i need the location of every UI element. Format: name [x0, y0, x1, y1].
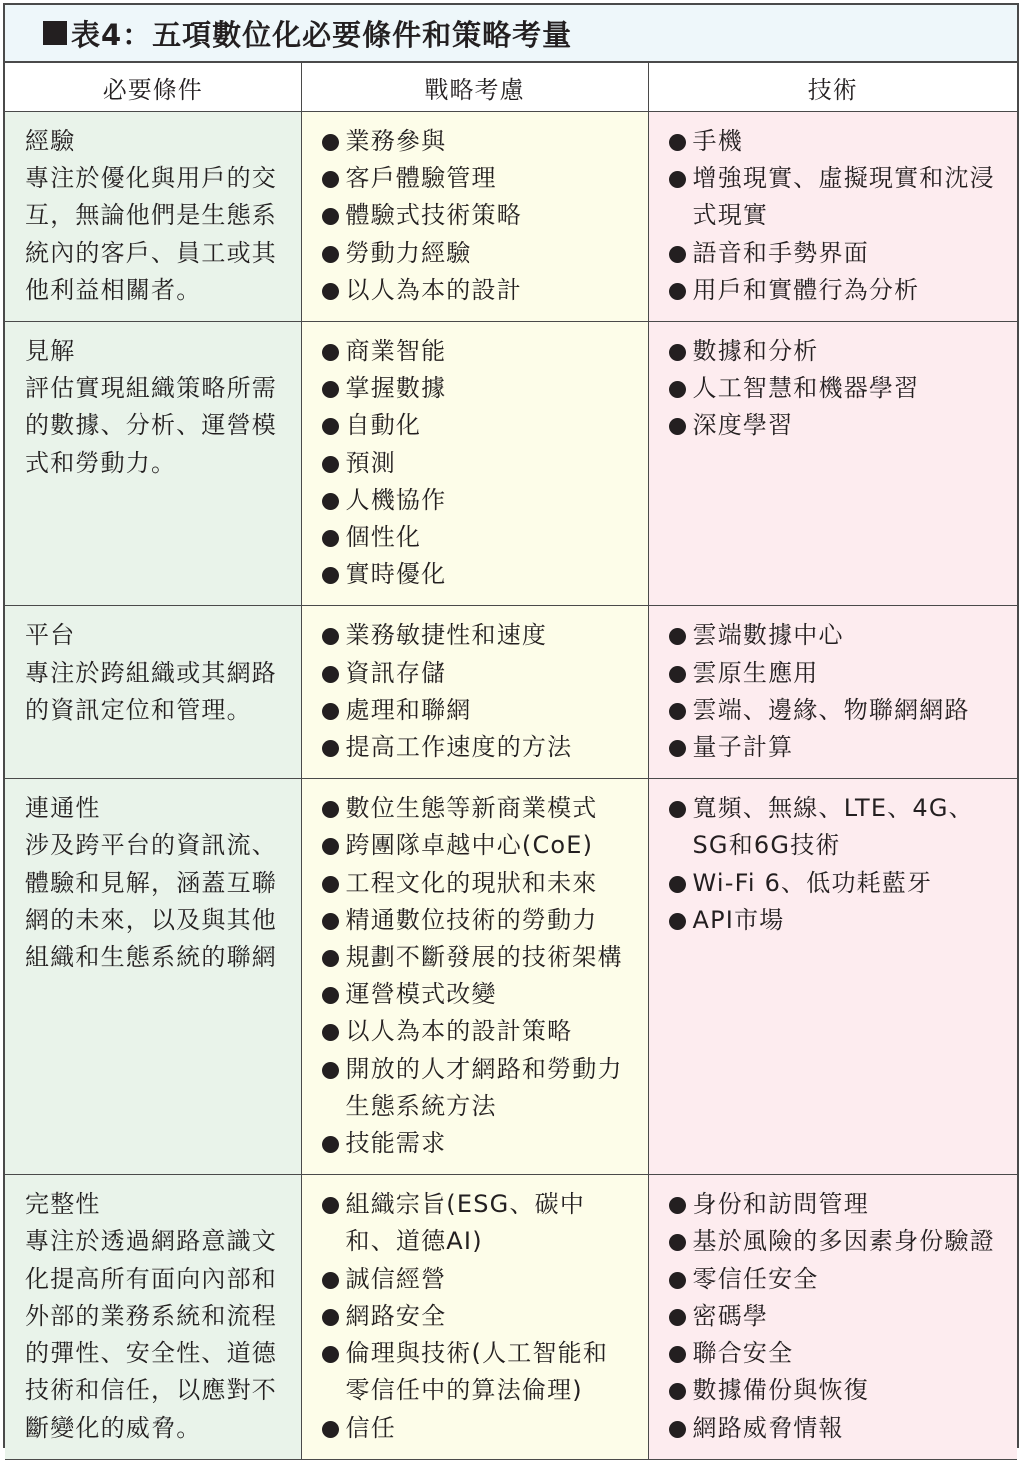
requirement-title: 平台: [25, 621, 76, 650]
list-item: 手機: [669, 123, 1000, 160]
strategy-cell: [301, 1175, 648, 1459]
list-item: 組織宗旨(ESG、碳中和、道德AI): [322, 1186, 630, 1260]
strategy-list: [322, 333, 630, 593]
table-row: [5, 112, 1017, 322]
list-item: 誠信經營: [322, 1261, 630, 1298]
table-title: [5, 5, 1017, 63]
list-item: 資訊存儲: [322, 655, 630, 692]
requirement-description: 涉及跨平台的資訊流、體驗和見解，涵蓋互聯網的未來，以及與其他組織和生態系統的聯網: [25, 831, 277, 972]
list-item: 寬頻、無線、LTE、4G、SG和6G技術: [669, 790, 1000, 864]
list-item: 數據和分析: [669, 333, 1000, 370]
requirement-cell: [5, 112, 301, 322]
list-item: 商業智能: [322, 333, 630, 370]
list-item: 技能需求: [322, 1125, 630, 1162]
requirement-cell: [5, 606, 301, 779]
list-item: 以人為本的設計策略: [322, 1013, 630, 1050]
list-item: 預測: [322, 445, 630, 482]
list-item: 提高工作速度的方法: [322, 729, 630, 766]
strategy-list: [322, 617, 630, 766]
requirement-title: 完整性: [25, 1190, 101, 1219]
list-item: 網路安全: [322, 1298, 630, 1335]
list-item: 掌握數據: [322, 370, 630, 407]
list-item: 個性化: [322, 519, 630, 556]
header-strategy: 戰略考慮: [301, 63, 648, 112]
strategy-list: [322, 123, 630, 309]
table-frame: [3, 3, 1019, 1448]
header-row: [5, 63, 1017, 112]
list-item: 自動化: [322, 407, 630, 444]
list-item: 聯合安全: [669, 1335, 1000, 1372]
table-row: [5, 322, 1017, 606]
list-item: 雲原生應用: [669, 655, 1000, 692]
list-item: 語音和手勢界面: [669, 235, 1000, 272]
requirement-title: 經驗: [25, 127, 76, 155]
requirement-title: 連通性: [25, 794, 101, 823]
requirement-cell: [5, 779, 301, 1175]
strategy-cell: [301, 112, 648, 322]
list-item: 以人為本的設計: [322, 272, 630, 309]
list-item: 數位生態等新商業模式: [322, 790, 630, 827]
list-item: 實時優化: [322, 556, 630, 593]
technology-cell: [648, 606, 1017, 779]
requirement-description: 專注於優化與用戶的交互，無論他們是生態系統內的客戶、員工或其他利益相關者。: [25, 164, 277, 304]
strategy-cell: [301, 606, 648, 779]
list-item: 規劃不斷發展的技術架構: [322, 939, 630, 976]
list-item: 信任: [322, 1410, 630, 1447]
list-item: 身份和訪問管理: [669, 1186, 1000, 1223]
list-item: Wi-Fi 6、低功耗藍牙: [669, 865, 1000, 902]
table-title-text: 表4：五項數位化必要條件和策略考量: [71, 17, 573, 52]
strategy-list: [322, 790, 630, 1162]
header-technology: 技術: [648, 63, 1017, 112]
list-item: 用戶和實體行為分析: [669, 272, 1000, 309]
list-item: 增強現實、虛擬現實和沈浸式現實: [669, 160, 1000, 234]
technology-list: [669, 333, 1000, 445]
list-item: 體驗式技術策略: [322, 197, 630, 234]
list-item: 勞動力經驗: [322, 235, 630, 272]
table-row: [5, 779, 1017, 1175]
table-row: [5, 1175, 1017, 1459]
list-item: 倫理與技術(人工智能和零信任中的算法倫理): [322, 1335, 630, 1409]
list-item: 數據備份與恢復: [669, 1372, 1000, 1409]
list-item: 業務敏捷性和速度: [322, 617, 630, 654]
requirement-description: 專注於透過網路意識文化提高所有面向內部和外部的業務系統和流程的彈性、安全性、道德技術和信任，以應對不斷變化的威脅。: [25, 1227, 277, 1442]
technology-cell: [648, 1175, 1017, 1459]
requirements-table: [5, 63, 1017, 1460]
list-item: 密碼學: [669, 1298, 1000, 1335]
technology-list: [669, 790, 1000, 939]
list-item: 網路威脅情報: [669, 1410, 1000, 1447]
list-item: 基於風險的多因素身份驗證: [669, 1223, 1000, 1260]
table-row: [5, 606, 1017, 779]
requirement-description: 專注於跨組織或其網路的資訊定位和管理。: [25, 658, 277, 724]
technology-list: [669, 1186, 1000, 1446]
list-item: 雲端數據中心: [669, 617, 1000, 654]
list-item: 客戶體驗管理: [322, 160, 630, 197]
list-item: 人機協作: [322, 482, 630, 519]
header-requirement: 必要條件: [5, 63, 301, 112]
list-item: 跨團隊卓越中心(CoE): [322, 827, 630, 864]
list-item: 精通數位技術的勞動力: [322, 902, 630, 939]
technology-list: [669, 123, 1000, 309]
requirement-title: 見解: [25, 337, 76, 366]
strategy-list: [322, 1186, 630, 1446]
list-item: 運營模式改變: [322, 976, 630, 1013]
list-item: 處理和聯網: [322, 692, 630, 729]
requirement-description: 評估實現組織策略所需的數據、分析、運營模式和勞動力。: [25, 374, 277, 477]
list-item: 量子計算: [669, 729, 1000, 766]
list-item: 業務參與: [322, 123, 630, 160]
requirement-cell: [5, 322, 301, 606]
square-bullet-icon: [43, 21, 67, 45]
technology-cell: [648, 112, 1017, 322]
strategy-cell: [301, 779, 648, 1175]
list-item: 雲端、邊緣、物聯網網路: [669, 692, 1000, 729]
list-item: 零信任安全: [669, 1261, 1000, 1298]
list-item: 開放的人才網路和勞動力生態系統方法: [322, 1051, 630, 1125]
technology-cell: [648, 322, 1017, 606]
list-item: 人工智慧和機器學習: [669, 370, 1000, 407]
list-item: 工程文化的現狀和未來: [322, 865, 630, 902]
strategy-cell: [301, 322, 648, 606]
technology-list: [669, 617, 1000, 766]
technology-cell: [648, 779, 1017, 1175]
requirement-cell: [5, 1175, 301, 1459]
list-item: API市場: [669, 902, 1000, 939]
list-item: 深度學習: [669, 407, 1000, 444]
